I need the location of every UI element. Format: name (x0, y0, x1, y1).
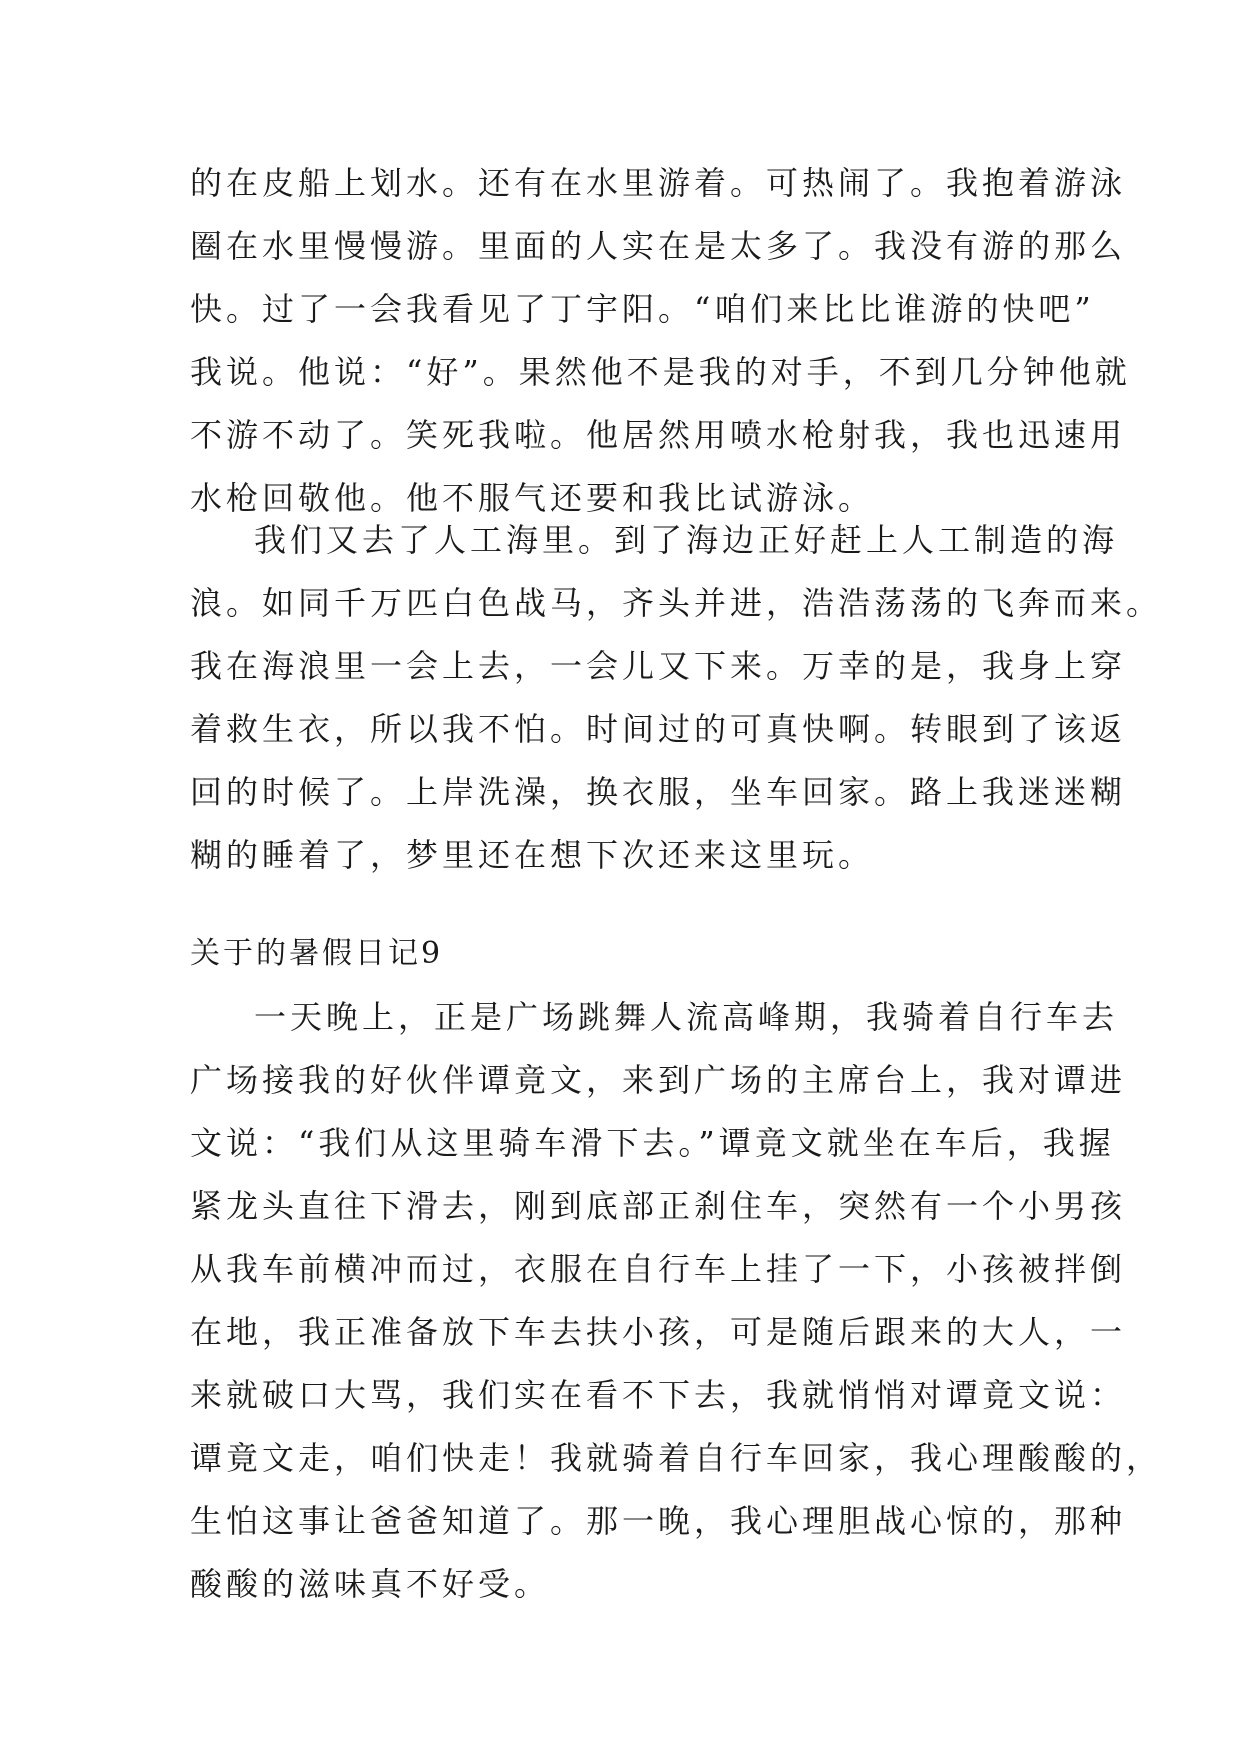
paragraph-line: 谭竟文走，咱们快走！我就骑着自行车回家，我心理酸酸的， (190, 1439, 1163, 1477)
paragraph-line: 广场接我的好伙伴谭竟文，来到广场的主席台上，我对谭进 (190, 1061, 1127, 1099)
paragraph-line: 快。过了一会我看见了丁宇阳。“咱们来比比谁游的快吧” (190, 290, 1095, 328)
paragraph-line: 我们又去了人工海里。到了海边正好赶上人工制造的海 (254, 521, 1119, 559)
paragraph-line: 一天晚上，正是广场跳舞人流高峰期，我骑着自行车去 (254, 998, 1119, 1036)
paragraph-swimming-pool (190, 152, 1131, 530)
paragraph-line: 着救生衣，所以我不怕。时间过的可真快啊。转眼到了该返 (190, 710, 1127, 748)
paragraph-line: 我在海浪里一会上去，一会儿又下来。万幸的是，我身上穿 (190, 647, 1127, 685)
paragraph-artificial-sea (190, 509, 1163, 887)
paragraph-line: 糊的睡着了，梦里还在想下次还来这里玩。 (190, 836, 875, 874)
section-heading: 关于的暑假日记9 (190, 936, 444, 971)
paragraph-line: 我说。他说：“好”。果然他不是我的对手，不到几分钟他就 (190, 353, 1131, 391)
section-heading-block (190, 922, 1052, 985)
paragraph-line: 圈在水里慢慢游。里面的人实在是太多了。我没有游的那么 (190, 227, 1127, 265)
paragraph-line: 回的时候了。上岸洗澡，换衣服，坐车回家。路上我迷迷糊 (190, 773, 1127, 811)
paragraph-line: 生怕这事让爸爸知道了。那一晚，我心理胆战心惊的，那种 (190, 1502, 1127, 1540)
paragraph-line: 水枪回敬他。他不服气还要和我比试游泳。 (190, 479, 875, 517)
paragraph-line: 不游不动了。笑死我啦。他居然用喷水枪射我，我也迅速用 (190, 416, 1127, 454)
paragraph-line: 浪。如同千万匹白色战马，齐头并进，浩浩荡荡的飞奔而来。 (190, 584, 1163, 622)
paragraph-line: 紧龙头直往下滑去，刚到底部正刹住车，突然有一个小男孩 (190, 1187, 1127, 1225)
paragraph-line: 来就破口大骂，我们实在看不下去，我就悄悄对谭竟文说： (190, 1376, 1127, 1414)
paragraph-line: 在地，我正准备放下车去扶小孩，可是随后跟来的大人，一 (190, 1313, 1127, 1351)
paragraph-bicycle-story (190, 986, 1163, 1616)
paragraph-line: 酸酸的滋味真不好受。 (190, 1565, 551, 1603)
paragraph-line: 从我车前横冲而过，衣服在自行车上挂了一下，小孩被拌倒 (190, 1250, 1127, 1288)
paragraph-line: 的在皮船上划水。还有在水里游着。可热闹了。我抱着游泳 (190, 164, 1127, 202)
paragraph-line: 文说：“我们从这里骑车滑下去。”谭竟文就坐在车后，我握 (190, 1124, 1115, 1162)
